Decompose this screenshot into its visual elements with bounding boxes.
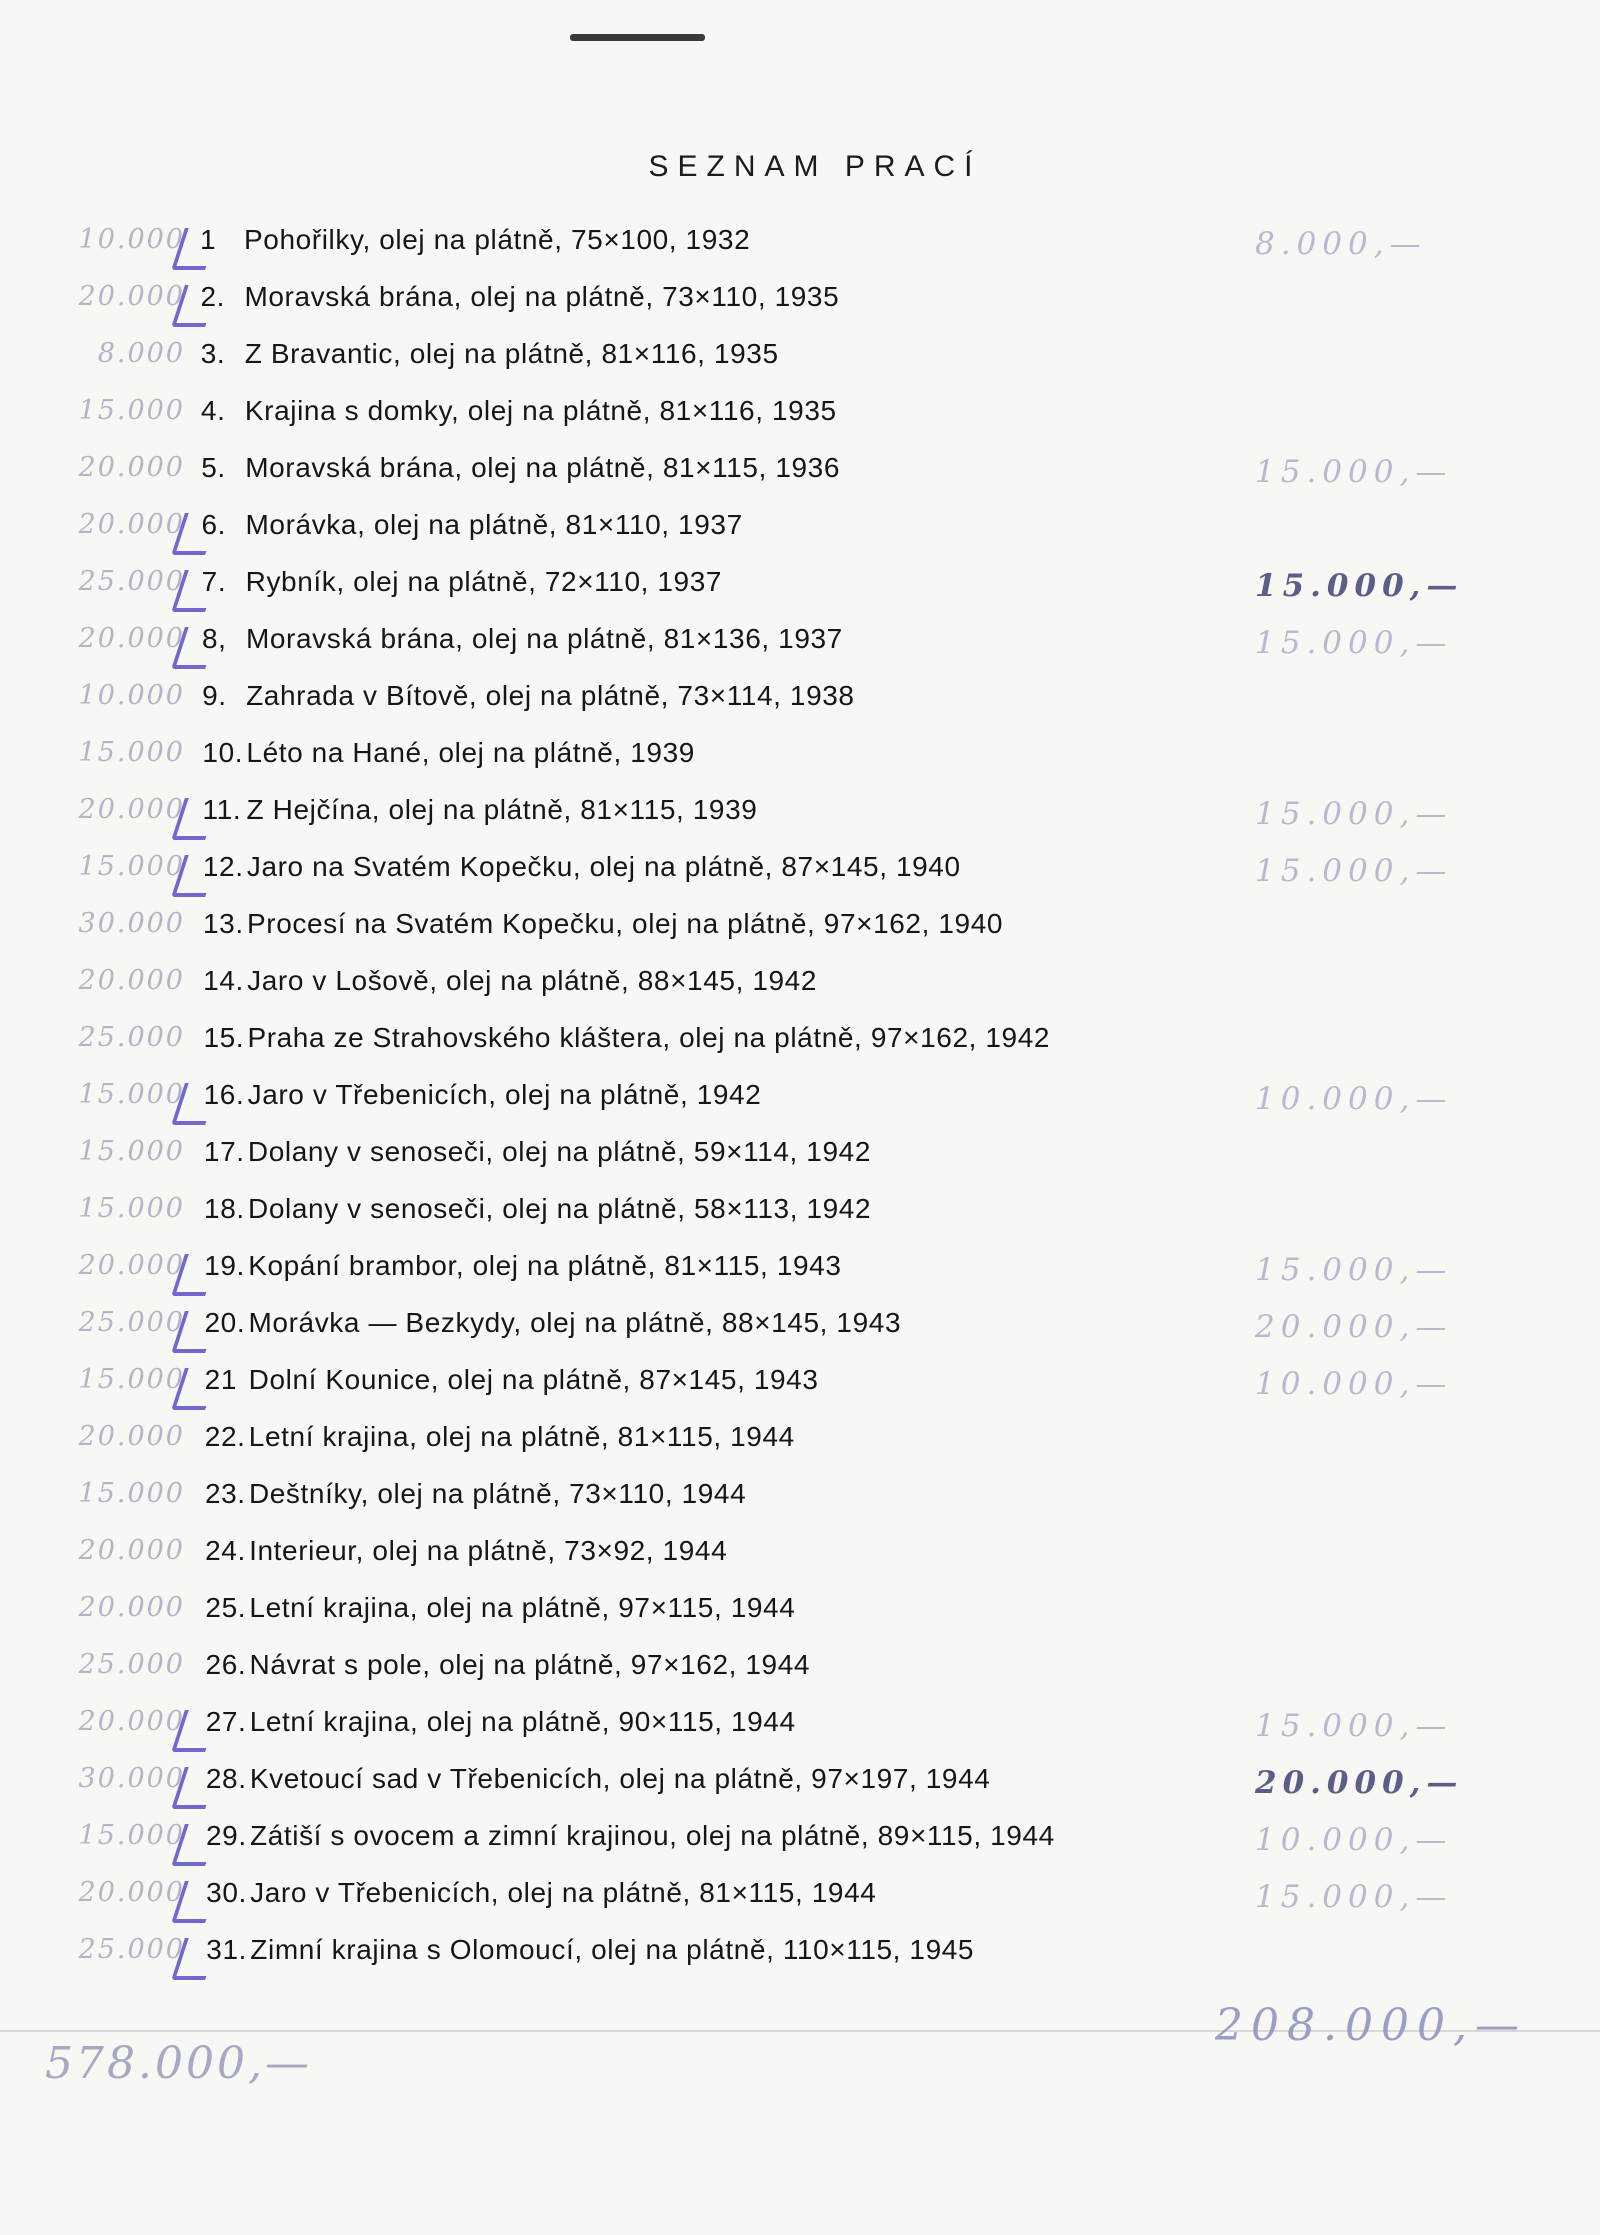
handwritten-price-left: 15.000: [78, 1820, 185, 1851]
work-entry: [205, 1478, 746, 1510]
work-entry: [206, 1820, 1055, 1852]
handwritten-price-left: 8.000: [97, 338, 185, 369]
work-entry: [206, 1706, 796, 1738]
work-number: 9.: [202, 680, 227, 711]
work-number: 12.: [202, 851, 244, 882]
handwritten-price-left: 20.000: [78, 1592, 185, 1623]
work-description: Dolany v senoseči, olej na plátně, 58×113, 1942: [248, 1193, 872, 1224]
work-description: Moravská brána, olej na plátně, 73×110, 1935: [244, 281, 840, 312]
work-entry: [202, 566, 722, 598]
work-description: Z Hejčína, olej na plátně, 81×115, 1939: [246, 794, 758, 825]
work-entry: [204, 1250, 841, 1282]
work-description: Moravská brána, olej na plátně, 81×136, 1937: [245, 623, 843, 654]
work-row: [0, 1696, 1600, 1753]
work-row: [0, 499, 1600, 556]
work-number: 16.: [203, 1079, 245, 1110]
work-number: 28.: [205, 1763, 247, 1794]
handwritten-price-right: 15.000,—: [1255, 1879, 1453, 1915]
work-row: [0, 442, 1600, 499]
handwritten-price-left: 25.000: [78, 1649, 185, 1680]
work-row: [0, 271, 1600, 328]
work-number: 3.: [200, 338, 226, 369]
work-number: 25.: [205, 1592, 247, 1623]
work-number: 4.: [200, 395, 226, 426]
work-entry: [205, 1421, 795, 1453]
work-entry: [205, 1535, 727, 1567]
handwritten-price-right: 8.000,—: [1255, 226, 1427, 262]
work-row: [0, 670, 1600, 727]
handwritten-price-left: 25.000: [78, 1022, 185, 1053]
handwritten-price-right: 20.000,—: [1255, 1309, 1453, 1345]
handwritten-price-right: 15.000,—: [1255, 625, 1453, 661]
work-number: 27.: [205, 1706, 247, 1737]
handwritten-total-right: 208.000,—: [1215, 2000, 1527, 2051]
work-entry: [200, 281, 839, 313]
handwritten-total-left: 578.000,—: [45, 2038, 312, 2089]
page-title: SEZNAM PRACÍ: [648, 150, 982, 183]
work-description: Zahrada v Bítově, olej na plátně, 73×114, 1938: [246, 680, 855, 711]
work-row: [0, 328, 1600, 385]
work-entry: [204, 1193, 871, 1225]
handwritten-price-left: 25.000: [78, 566, 185, 597]
work-number: 18.: [204, 1193, 245, 1224]
work-row: [0, 1126, 1600, 1183]
work-description: Rybník, olej na plátně, 72×110, 1937: [245, 566, 723, 597]
work-description: Dolní Kounice, olej na plátně, 87×145, 1943: [248, 1364, 819, 1395]
work-description: Morávka — Bezkydy, olej na plátně, 88×145, 1943: [248, 1307, 902, 1338]
work-number: 29.: [206, 1820, 247, 1851]
work-number: 10.: [202, 737, 244, 768]
handwritten-price-left: 20.000: [78, 509, 185, 540]
handwritten-price-right: 15.000,—: [1255, 1252, 1453, 1288]
work-row: [0, 556, 1600, 613]
handwritten-price-left: 15.000: [78, 1478, 185, 1509]
work-entry: [202, 509, 743, 541]
work-row: [0, 1240, 1600, 1297]
work-entry: [203, 965, 817, 997]
handwritten-price-left: 15.000: [78, 1193, 185, 1224]
work-entry: [206, 1649, 811, 1681]
work-number: 6.: [201, 509, 227, 540]
work-description: Deštníky, olej na plátně, 73×110, 1944: [248, 1478, 747, 1509]
work-row: [0, 1753, 1600, 1810]
work-description: Praha ze Strahovského kláštera, olej na plátně, 97×162, 1942: [247, 1022, 1051, 1053]
work-row: [0, 214, 1600, 271]
work-number: 5.: [201, 452, 226, 483]
handwritten-price-left: 10.000: [78, 224, 185, 255]
work-entry: [202, 623, 843, 655]
work-number: 22.: [204, 1421, 246, 1452]
work-entry: [205, 1364, 819, 1396]
work-number: 1: [200, 224, 217, 255]
work-row: [0, 1867, 1600, 1924]
work-number: 26.: [205, 1649, 247, 1680]
work-description: Jaro v Třebenicích, olej na plátně, 81×115, 1944: [250, 1877, 877, 1908]
work-number: 23.: [204, 1478, 246, 1509]
handwritten-price-right: 20.000,—: [1255, 1765, 1464, 1801]
work-entry: [203, 851, 961, 883]
work-number: 14.: [203, 965, 244, 996]
handwritten-price-right: 15.000,—: [1255, 853, 1453, 889]
works-list: [0, 214, 1600, 1981]
handwritten-price-left: 15.000: [78, 851, 185, 882]
handwritten-price-right: 15.000,—: [1255, 568, 1464, 604]
handwritten-price-left: 30.000: [78, 908, 185, 939]
work-row: [0, 1354, 1600, 1411]
handwritten-price-right: 15.000,—: [1255, 796, 1453, 832]
work-row: [0, 1582, 1600, 1639]
work-row: [0, 613, 1600, 670]
work-entry: [206, 1877, 876, 1909]
work-description: Kvetoucí sad v Třebenicích, olej na plátně, 97×197, 1944: [249, 1763, 991, 1794]
work-description: Morávka, olej na plátně, 81×110, 1937: [245, 509, 743, 540]
work-row: [0, 784, 1600, 841]
handwritten-price-right: 15.000,—: [1255, 454, 1453, 490]
work-number: 31.: [206, 1934, 248, 1965]
handwritten-price-left: 15.000: [78, 737, 185, 768]
work-description: Pohořilky, olej na plátně, 75×100, 1932: [244, 224, 751, 255]
work-row: [0, 1468, 1600, 1525]
work-description: Zimní krajina s Olomoucí, olej na plátně, 110×115, 1945: [250, 1934, 975, 1965]
work-number: 15.: [203, 1022, 245, 1053]
work-description: Dolany v senoseči, olej na plátně, 59×114, 1942: [247, 1136, 871, 1167]
work-row: [0, 1810, 1600, 1867]
handwritten-price-left: 20.000: [78, 794, 185, 825]
work-description: Letní krajina, olej na plátně, 97×115, 1944: [249, 1592, 796, 1623]
work-number: 30.: [206, 1877, 247, 1908]
handwritten-price-left: 15.000: [78, 395, 185, 426]
handwritten-price-right: 10.000,—: [1255, 1366, 1453, 1402]
work-description: Jaro v Třebenicích, olej na plátně, 1942: [247, 1079, 762, 1110]
handwritten-price-left: 20.000: [78, 1706, 185, 1737]
binding-mark: [570, 34, 705, 41]
work-row: [0, 1411, 1600, 1468]
handwritten-price-left: 20.000: [78, 1535, 185, 1566]
work-description: Léto na Hané, olej na plátně, 1939: [246, 737, 695, 768]
work-row: [0, 898, 1600, 955]
work-row: [0, 1012, 1600, 1069]
handwritten-price-right: 10.000,—: [1255, 1822, 1453, 1858]
work-number: 17.: [203, 1136, 245, 1167]
work-description: Procesí na Svatém Kopečku, olej na plátně, 97×162, 1940: [247, 908, 1004, 939]
work-number: 24.: [205, 1535, 246, 1566]
work-description: Jaro v Lošově, olej na plátně, 88×145, 1942: [247, 965, 818, 996]
handwritten-price-left: 10.000: [78, 680, 185, 711]
handwritten-price-right: 10.000,—: [1255, 1081, 1453, 1117]
work-entry: [200, 224, 750, 256]
work-entry: [201, 338, 779, 370]
work-number: 2.: [200, 281, 225, 312]
work-entry: [206, 1934, 974, 1966]
work-row: [0, 1297, 1600, 1354]
work-description: Kopání brambor, olej na plátně, 81×115, 1943: [248, 1250, 842, 1281]
work-row: [0, 1183, 1600, 1240]
work-entry: [203, 794, 758, 826]
work-number: 19.: [204, 1250, 245, 1281]
work-description: Z Bravantic, olej na plátně, 81×116, 1935: [244, 338, 779, 369]
work-row: [0, 955, 1600, 1012]
work-description: Krajina s domky, olej na plátně, 81×116, 1935: [244, 395, 837, 426]
handwritten-price-left: 20.000: [78, 1421, 185, 1452]
work-description: Moravská brána, olej na plátně, 81×115, 1936: [245, 452, 841, 483]
work-entry: [203, 1022, 1050, 1054]
work-entry: [204, 1079, 762, 1111]
handwritten-price-left: 15.000: [78, 1136, 185, 1167]
work-number: 13.: [203, 908, 244, 939]
work-row: [0, 1525, 1600, 1582]
work-description: Návrat s pole, olej na plátně, 97×162, 1944: [249, 1649, 811, 1680]
work-entry: [202, 737, 695, 769]
handwritten-price-left: 20.000: [78, 281, 185, 312]
work-entry: [203, 908, 1003, 940]
work-description: Interieur, olej na plátně, 73×92, 1944: [249, 1535, 728, 1566]
work-row: [0, 1069, 1600, 1126]
work-row: [0, 727, 1600, 784]
work-row: [0, 385, 1600, 442]
work-entry: [205, 1592, 795, 1624]
work-number: 7.: [201, 566, 227, 597]
work-description: Jaro na Svatém Kopečku, olej na plátně, 87×145, 1940: [246, 851, 961, 882]
handwritten-price-left: 20.000: [78, 623, 185, 654]
work-entry: [206, 1763, 991, 1795]
work-entry: [204, 1136, 871, 1168]
work-entry: [201, 395, 837, 427]
work-entry: [201, 452, 840, 484]
handwritten-price-left: 30.000: [78, 1763, 185, 1794]
work-description: Zátiší s ovocem a zimní krajinou, olej na plátně, 89×115, 1944: [250, 1820, 1055, 1851]
work-description: Letní krajina, olej na plátně, 81×115, 1944: [248, 1421, 795, 1452]
work-number: 11.: [202, 794, 242, 825]
work-entry: [202, 680, 855, 712]
work-row: [0, 841, 1600, 898]
work-number: 8,: [201, 623, 227, 654]
handwritten-price-left: 20.000: [78, 452, 185, 483]
handwritten-price-left: 20.000: [78, 965, 185, 996]
work-entry: [205, 1307, 902, 1339]
handwritten-price-right: 15.000,—: [1255, 1708, 1453, 1744]
handwritten-price-left: 15.000: [78, 1079, 185, 1110]
work-row: [0, 1639, 1600, 1696]
handwritten-price-left: 25.000: [78, 1307, 185, 1338]
handwritten-price-left: 20.000: [78, 1250, 185, 1281]
handwritten-price-left: 15.000: [78, 1364, 185, 1395]
work-description: Letní krajina, olej na plátně, 90×115, 1944: [249, 1706, 796, 1737]
handwritten-price-left: 20.000: [78, 1877, 185, 1908]
work-row: [0, 1924, 1600, 1981]
work-number: 20.: [204, 1307, 246, 1338]
work-number: 21: [204, 1364, 237, 1395]
handwritten-price-left: 25.000: [78, 1934, 185, 1965]
